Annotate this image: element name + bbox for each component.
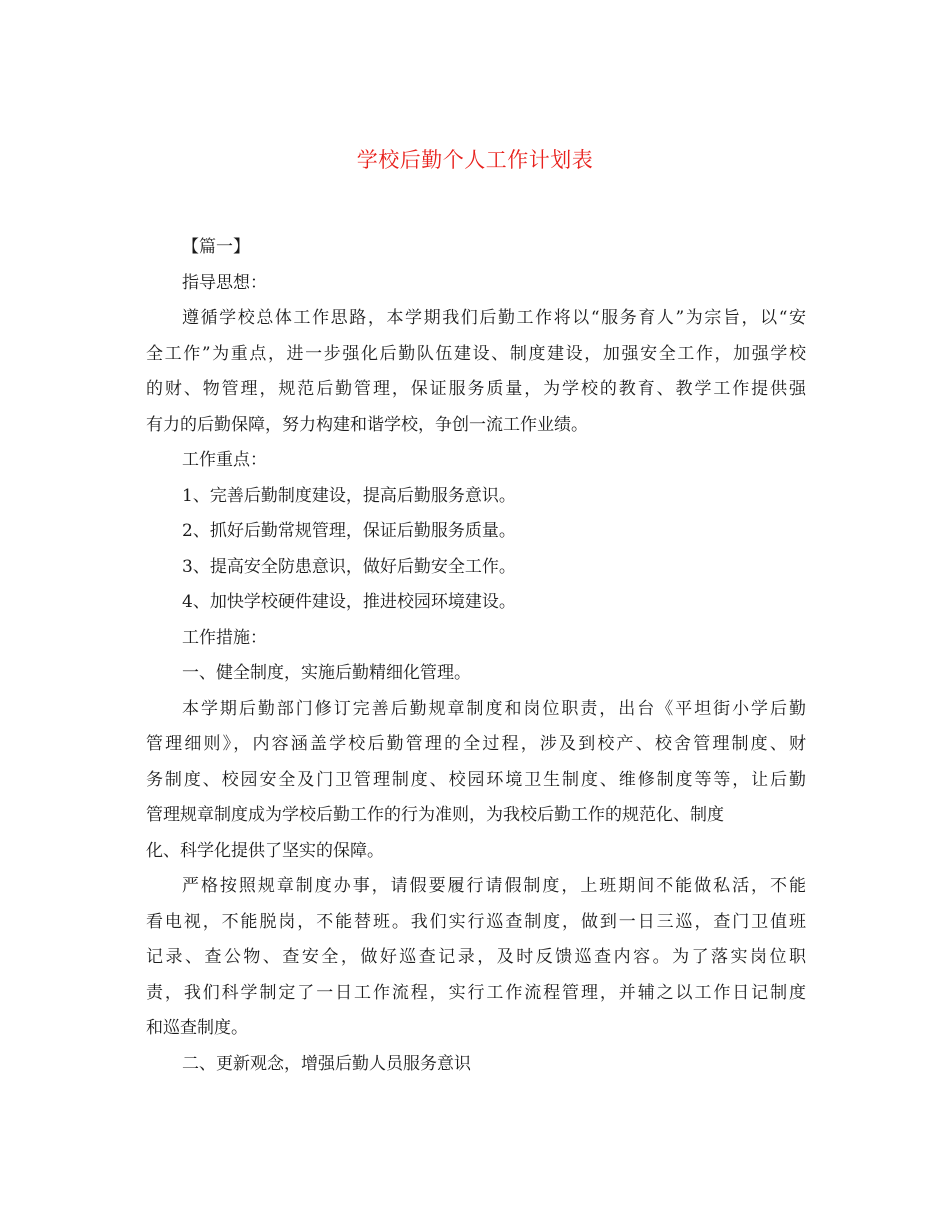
text-line: 的财、物管理，规范后勤管理，保证服务质量，为学校的教育、教学工作提供强 (146, 379, 806, 399)
text-line: 和巡查制度。 (146, 1018, 248, 1038)
text-line: 记录、查公物、查安全，做好巡查记录，及时反馈巡查内容。为了落实岗位职 (146, 947, 806, 967)
text-line: 工作措施： (182, 627, 267, 648)
text-line: 【篇一】 (182, 237, 250, 257)
text-line: 有力的后勤保障，努力构建和谐学校，争创一流工作业绩。 (146, 414, 588, 435)
text-line: 二、更新观念，增强后勤人员服务意识 (182, 1053, 471, 1074)
text-line: 全工作”为重点，进一步强化后勤队伍建设、制度建设，加强安全工作，加强学校 (146, 343, 806, 364)
text-line: 管理规章制度成为学校后勤工作的行为准则，为我校后勤工作的规范化、制度 (146, 805, 724, 825)
text-line: 一、健全制度，实施后勤精细化管理。 (182, 663, 471, 683)
text-line: 3、提高安全防患意识，做好后勤安全工作。 (182, 556, 516, 577)
text-line: 看电视，不能脱岗，不能替班。我们实行巡查制度，做到一日三巡，查门卫值班 (146, 911, 806, 932)
text-line: 管理细则》，内容涵盖学校后勤管理的全过程，涉及到校产、校舍管理制度、财 (146, 734, 806, 754)
document-title: 学校后勤个人工作计划表 (356, 148, 594, 172)
text-line: 指导思想： (182, 272, 267, 293)
text-line: 责，我们科学制定了一日工作流程，实行工作流程管理，并辅之以工作日记制度 (146, 982, 806, 1003)
document-body (146, 230, 806, 1082)
text-line: 务制度、校园安全及门卫管理制度、校园环境卫生制度、维修制度等等，让后勤 (146, 769, 806, 790)
text-line: 4、加快学校硬件建设，推进校园环境建设。 (182, 592, 516, 612)
text-line: 化、科学化提供了坚实的保障。 (146, 840, 384, 861)
text-line: 工作重点： (182, 450, 267, 470)
text-line: 严格按照规章制度办事，请假要履行请假制度，上班期间不能做私活，不能 (182, 876, 806, 896)
text-line: 2、抓好后勤常规管理，保证后勤服务质量。 (182, 521, 516, 541)
text-line: 本学期后勤部门修订完善后勤规章制度和岗位职责，出台《平坦街小学后勤 (182, 698, 806, 719)
text-line: 遵循学校总体工作思路，本学期我们后勤工作将以“服务育人”为宗旨，以“安 (182, 308, 806, 328)
text-line: 1、完善后勤制度建设，提高后勤服务意识。 (182, 485, 516, 506)
